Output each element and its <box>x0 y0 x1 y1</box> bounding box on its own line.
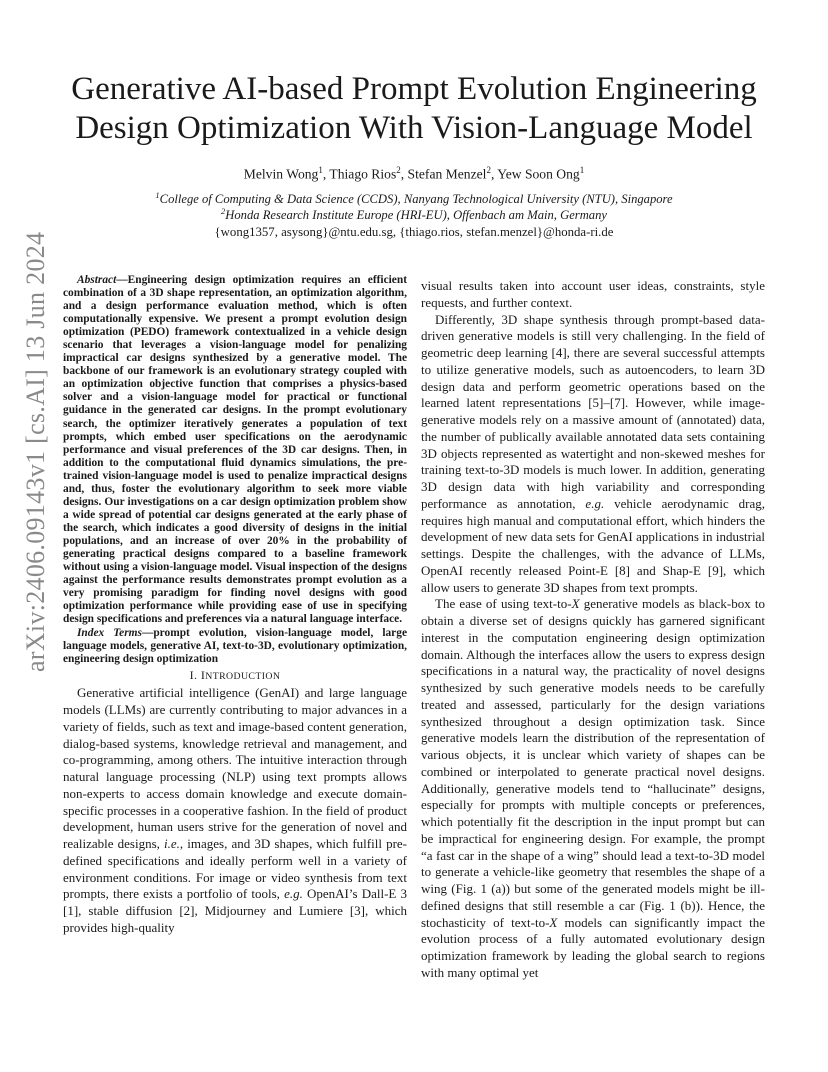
author-name: Stefan Menzel <box>407 166 487 182</box>
intro-paragraph-3 <box>421 596 765 981</box>
index-terms-text: —prompt evolution, vision-language model, large language models, generative AI, text-to-3D, evolutionary optimization, engineering design optimization <box>63 627 407 666</box>
paragraph-text: models can significantly impact the evolution process of a fully automated evolutionary design optimization framework by leading the global search to regions with many optimal yet <box>421 914 765 980</box>
intro-paragraph-1-continued: visual results taken into account user ideas, constraints, style requests, and further context. <box>421 278 765 310</box>
abstract-text: —Engineering design optimization requires an efficient combination of a 3D shape representation, an optimization algorithm, and a design performance evaluation method, which is often computationally expensive. We present a prompt evolution design optimization (PEDO) framework contextualized in a vehicle design scenario that leverages a vision-language model for penalizing impractical car designs synthesized by a generative model. The backbone of our framework is an evolutionary strategy coupled with an optimization objective function that comprises a physics-based solver and a vision-language model for practical or functional guidance in the generated car designs. In the prompt evolutionary search, the optimizer iteratively generates a population of text prompts, which embed user specifications on the aerodynamic performance and visual preferences of the 3D car designs. Then, in addition to the computational fluid dynamics simulations, the pre-trained vision-language model is used to penalize impractical designs and, thus, foster the evolutionary algorithm to seek more viable designs. Our investigations on a car design optimization problem show a wide spread of potential car designs generated at the early phase of the search, which indicates a good diversity of designs in the initial populations, and an increase of over 20% in the probability of generating practical designs compared to a baseline framework without using a vision-language model. Visual inspection of the designs against the performance results demonstrates prompt evolution as a very promising paradigm for finding novel designs with good optimization performance while providing ease of use in specifying design specifications and preferences via a natural language interface. <box>63 274 407 626</box>
paragraph-italic: i.e. <box>164 836 180 852</box>
paragraph-italic: X <box>571 596 580 612</box>
paragraph-text: Generative artificial intelligence (GenAI) and large language models (LLMs) are currently contributing to major advances in a variety of fields, such as text and image-based content generation, dialog-based systems, knowledge retrieval and management, and co-programming, among others. The intuitive interaction through natural language processing (NLP) using text prompts allows non-experts to access domain knowledge and execute domain-specific processes in a cooperative fashion. In the field of product development, human users strive for the generation of novel and realizable designs, <box>63 685 407 852</box>
paragraph-text: generative models as black-box to obtain a diverse set of designs quickly has garnered significant interest in the computation engineering design optimization domain. Although the interfaces allow the users to express design specifications in a natural way, the practicality of novel designs synthesized by such generative models needs to be carefully treated and assessed, particularly for the design variations synthesized throughout a design optimization task. Since generative models learn the distribution of the representation of various objects, it is unclear which variety of shapes can be combined or interpolated to generate practical novel designs. Additionally, generative models tend to “hallucinate” designs, especially for prompts with multiple concepts or preferences, which potentially fit the description in the input prompt but can be impractical for engineering design. For example, the prompt “a fast car in the shape of a wing” should lead a text-to-3D model to generate a vehicle-like geometry that resembles the shape of a wing (Fig. 1 (a)) but some of the generated models might be ill-defined designs that still resemble a car (Fig. 1 (b)). Hence, the stochasticity of text-to- <box>421 596 766 930</box>
paragraph-text: OpenAI’s Dall-E 3 [1], stable diffusion [2], Midjourney and Lumiere [3], which provides high-quality <box>63 886 407 935</box>
section-title-rest: NTRODUCTION <box>205 671 281 683</box>
paragraph-text: vehicle aerodynamic drag, requires high manual and computational effort, which hinders the development of new data sets for GenAI applications in industrial settings. Despite the challenges, with the advance of LLMs, OpenAI recently released Point-E [8] and Shap-E [9], which allow users to generate 3D shapes from text prompts. <box>421 495 766 595</box>
paragraph-italic: X <box>549 914 558 930</box>
affiliation-hri <box>40 203 788 224</box>
affiliation-text: College of Computing & Data Science (CCDS), Nanyang Technological University (NTU), Singapore <box>159 192 673 207</box>
intro-paragraph-2 <box>421 312 765 597</box>
affiliation-text: Honda Research Institute Europe (HRI-EU), Offenbach am Main, Germany <box>225 208 607 223</box>
affiliation-mark: 1 <box>155 190 160 200</box>
paper-title: Generative AI-based Prompt Evolution Engineering Design Optimization With Vision-Language Model <box>71 71 757 146</box>
paragraph-text: The ease of using text-to- <box>435 596 572 612</box>
intro-paragraph-1 <box>63 685 407 936</box>
author-affiliation-mark: 1 <box>318 165 323 175</box>
section-heading-introduction <box>63 668 407 684</box>
affiliation-mark: 2 <box>221 206 226 216</box>
abstract-label: Abstract <box>77 274 117 286</box>
arxiv-identifier[interactable]: arXiv:2406.09143v1 [cs.AI] 13 Jun 2024 <box>21 231 50 672</box>
author-emails[interactable]: {wong1357, asysong}@ntu.edu.sg, {thiago.rios, stefan.menzel}@honda-ri.de <box>214 225 614 239</box>
paragraph-text: , images, and 3D shapes, which fulfill pre-defined specifications and ideally perform well in a variety of environment conditions. For image or video synthesis from text prompts, there exists a portfolio of tools, <box>63 836 408 902</box>
paragraph-text: Differently, 3D shape synthesis through prompt-based data-driven generative models is still very challenging. In the field of geometric deep learning [4], there are several successful attempts to utilize generative models, such as autoencoders, to learn 3D design data and perform geometric operations based on the learned latent representations [5]–[7]. However, while image-generative models rely on a massive amount of (annotated) data, the number of publically available annotated data sets containing 3D objects represented as watertight and non-skewed meshes for training text-to-3D models is much lower. In addition, generating 3D design data with high variability and corresponding performance as annotation, <box>421 311 765 511</box>
paragraph-italic: e.g. <box>284 886 303 902</box>
left-column <box>63 274 407 937</box>
index-terms-label: Index Terms <box>77 627 142 640</box>
paragraph-italic: e.g. <box>585 495 605 511</box>
author-name: Yew Soon Ong <box>497 166 580 182</box>
author-name: Melvin Wong <box>243 166 319 182</box>
author-list: Melvin Wong$^1$, Thiago Rios$^2$, Stefan Menzel$^2$, Yew Soon Ong$^1$ <box>243 165 585 182</box>
author-affiliation-mark: 1 <box>579 165 585 175</box>
author-affiliation-mark: 2 <box>396 165 401 175</box>
section-title-initial: I <box>200 668 206 683</box>
author-affiliation-mark: 2 <box>486 165 491 175</box>
right-column <box>421 278 765 982</box>
section-number: I. <box>189 668 201 683</box>
abstract <box>63 274 407 626</box>
index-terms <box>63 627 407 666</box>
author-name: Thiago Rios <box>329 166 397 182</box>
